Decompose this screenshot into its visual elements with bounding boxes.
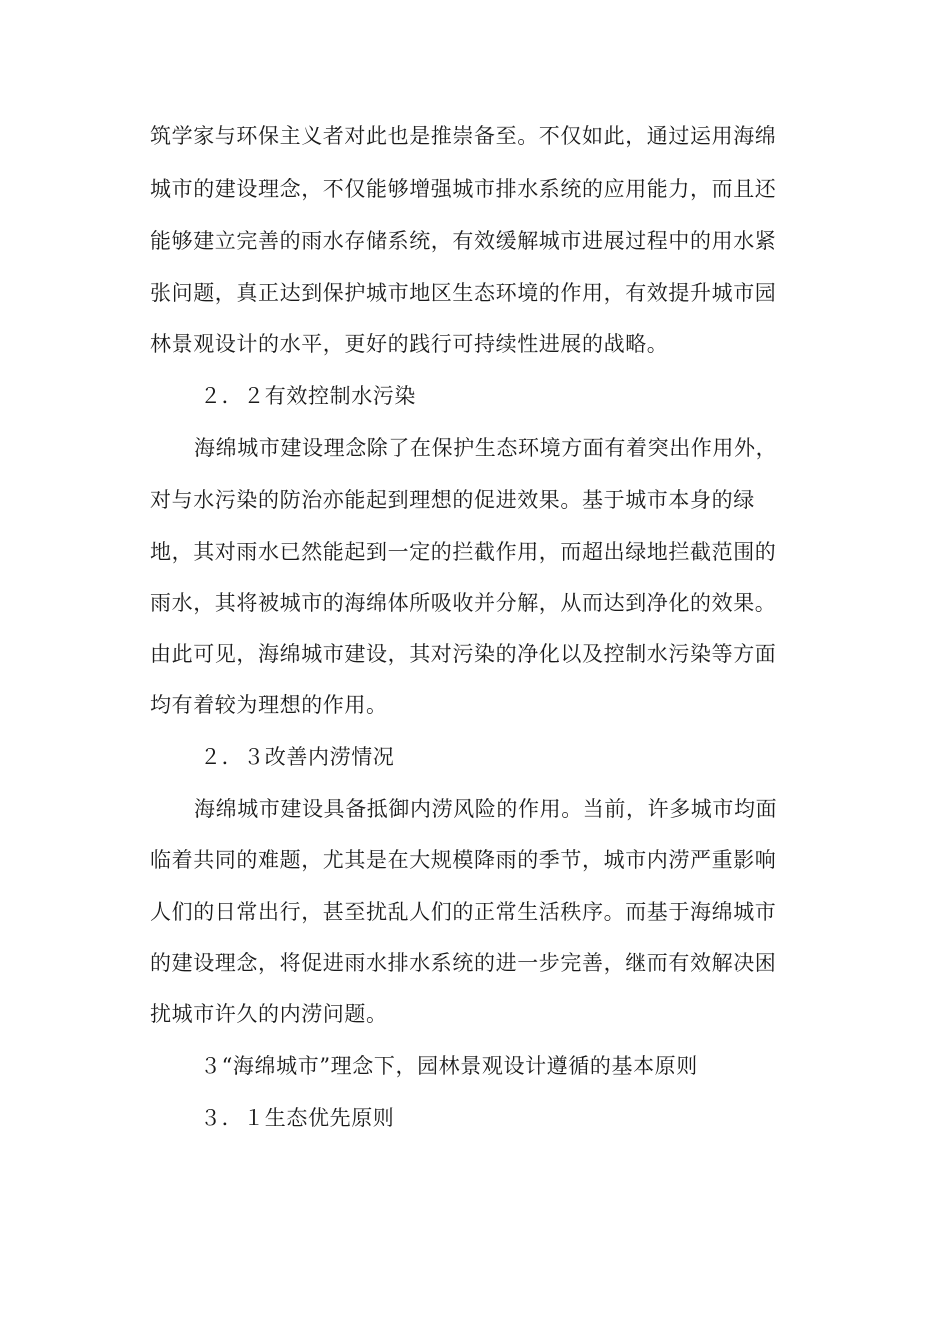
paragraph-line: 张问题，真正达到保护城市地区生态环境的作用，有效提升城市园 <box>150 281 777 305</box>
paragraph-line: 海绵城市建设理念除了在保护生态环境方面有着突出作用外， <box>194 436 778 460</box>
section-heading: ２．３改善内涝情况 <box>200 745 395 769</box>
paragraph-line: 筑学家与环保主义者对此也是推崇备至。不仅如此，通过运用海绵 <box>150 124 777 148</box>
paragraph-line: 临着共同的难题，尤其是在大规模降雨的季节，城市内涝严重影响 <box>150 848 777 872</box>
paragraph-line: 海绵城市建设具备抵御内涝风险的作用。当前，许多城市均面 <box>194 797 778 821</box>
paragraph-line: 雨水，其将被城市的海绵体所吸收并分解，从而达到净化的效果。 <box>150 591 777 615</box>
paragraph-line: 林景观设计的水平，更好的践行可持续性进展的战略。 <box>150 332 669 356</box>
paragraph-line: 均有着较为理想的作用。 <box>150 693 388 717</box>
paragraph-line: 地，其对雨水已然能起到一定的拦截作用，而超出绿地拦截范围的 <box>150 540 777 564</box>
section-heading: ３．１生态优先原则 <box>200 1106 395 1130</box>
paragraph-line: 扰城市许久的内涝问题。 <box>150 1002 388 1026</box>
paragraph-line: 对与水污染的防治亦能起到理想的促进效果。基于城市本身的绿 <box>150 488 755 512</box>
chapter-heading: ３“海绵城市”理念下，园林景观设计遵循的基本原则 <box>200 1054 698 1078</box>
paragraph-line: 由此可见，海绵城市建设，其对污染的净化以及控制水污染等方面 <box>150 642 777 666</box>
paragraph-line: 能够建立完善的雨水存储系统，有效缓解城市进展过程中的用水紧 <box>150 229 777 253</box>
paragraph-line: 人们的日常出行，甚至扰乱人们的正常生活秩序。而基于海绵城市 <box>150 900 777 924</box>
paragraph-line: 城市的建设理念，不仅能够增强城市排水系统的应用能力，而且还 <box>150 177 777 201</box>
section-heading: ２．２有效控制水污染 <box>200 384 416 408</box>
paragraph-line: 的建设理念，将促进雨水排水系统的进一步完善，继而有效解决困 <box>150 951 777 975</box>
